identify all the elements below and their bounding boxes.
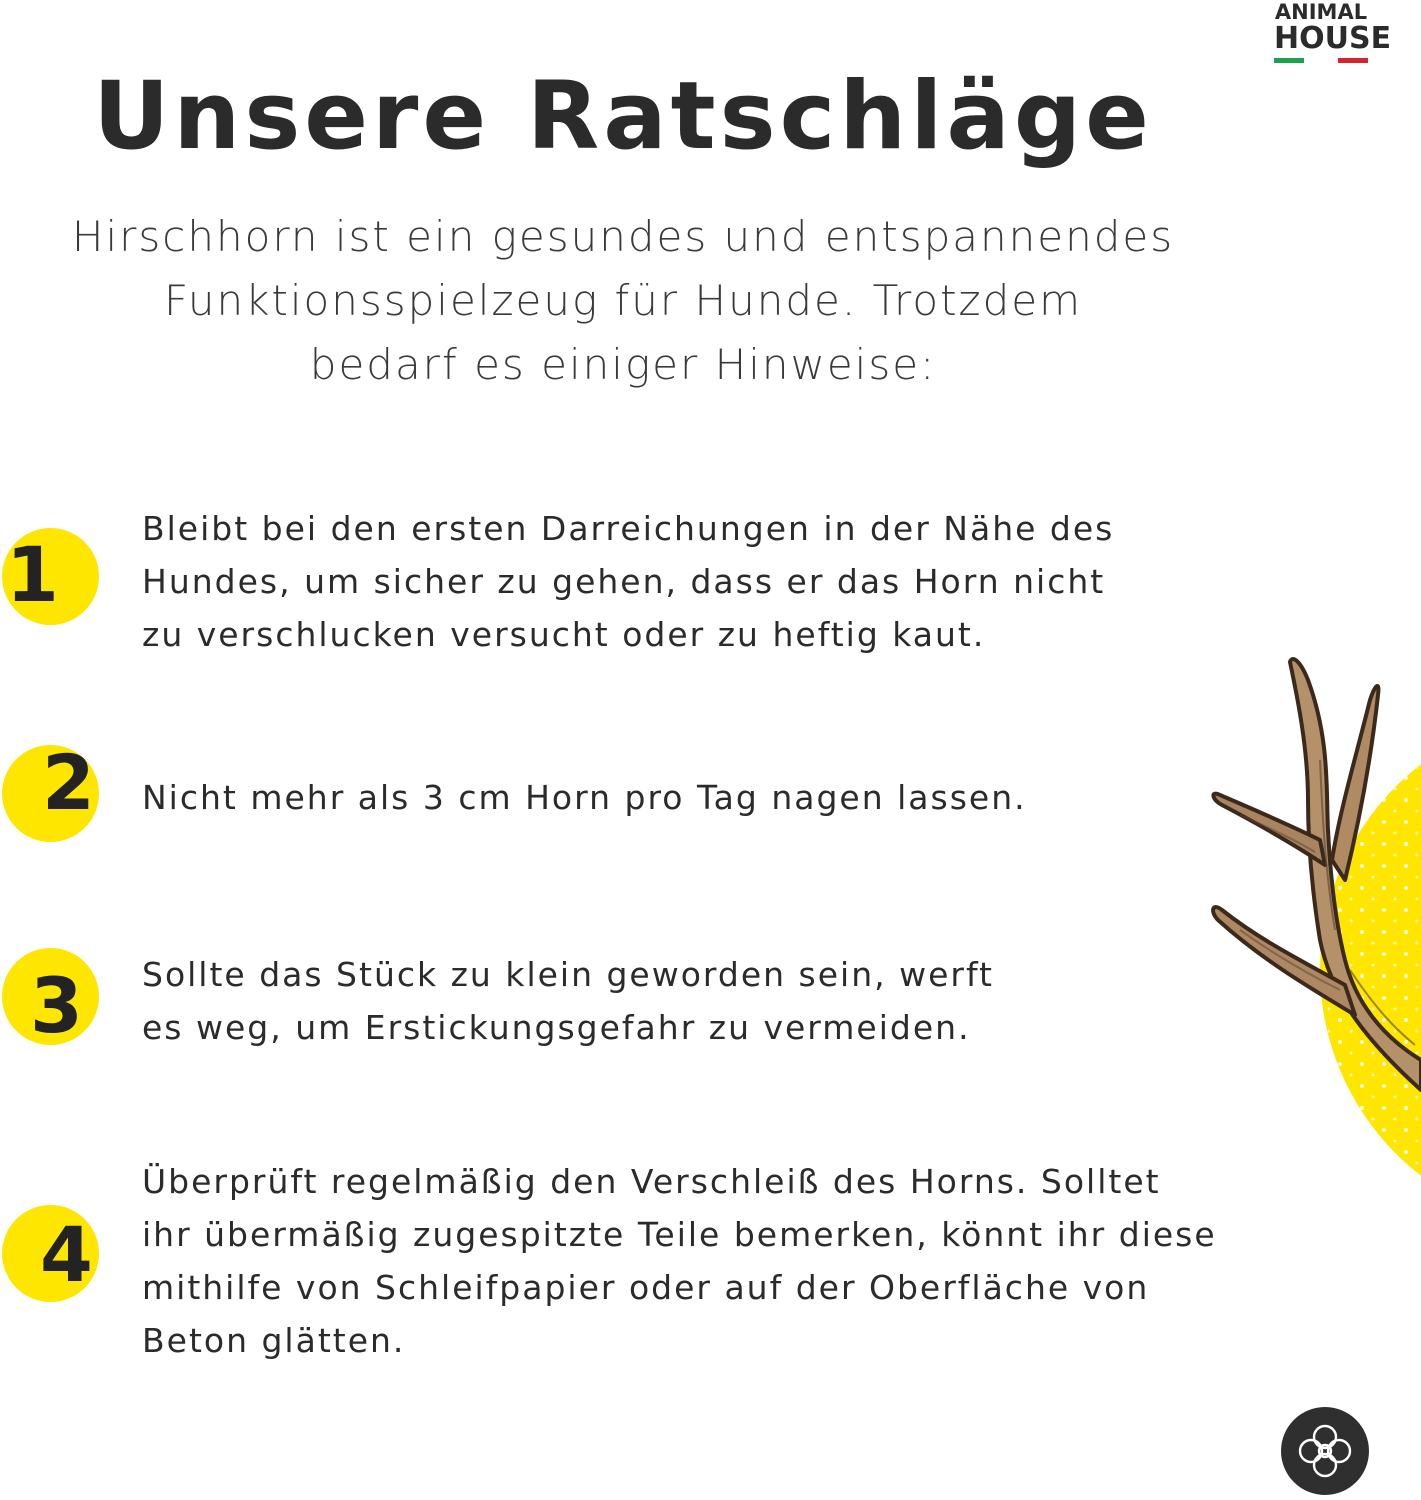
tip-text [142,1155,1217,1367]
flag-red [1338,58,1368,63]
logo-line-animal: ANIMAL [1274,0,1368,24]
tip-text [142,771,1027,824]
intro-line: bedarf es einiger Hinweise: [309,340,937,389]
tip-line: Sollte das Stück zu klein geworden sein, werft [142,955,994,994]
brand-logo [1274,0,1392,63]
tip-number: 2 [42,738,93,827]
flag-green [1274,58,1304,63]
tip-line: zu verschlucken versucht oder zu heftig kaut. [142,615,986,654]
antler-illustration [1180,640,1421,1180]
tip-number: 3 [30,961,81,1050]
tip-line: Beton glätten. [142,1321,406,1360]
tip-text [142,948,994,1054]
tip-number: 4 [40,1210,91,1299]
tip-line: Überprüft regelmäßig den Verschleiß des Horns. Solltet [142,1162,1161,1201]
tip-text [142,502,1114,661]
tip-number: 1 [6,530,57,619]
tip-line: Hundes, um sicher zu gehen, dass er das Horn nicht [142,562,1106,601]
tip-line: es weg, um Erstickungsgefahr zu vermeiden. [142,1008,971,1047]
tip-line: mithilfe von Schleifpapier oder auf der Oberfläche von [142,1268,1150,1307]
page-title: Unsere Ratschläge [93,62,1153,171]
intro-text [0,205,1246,397]
brand-emblem-icon [1281,1407,1369,1495]
italian-flag-stripes [1274,58,1368,63]
logo-line-house: HOUSE [1274,21,1392,56]
brand-emblem [1281,1407,1369,1495]
tip-line: Nicht mehr als 3 cm Horn pro Tag nagen lassen. [142,778,1027,817]
intro-line: Hirschhorn ist ein gesundes und entspannendes [71,212,1175,261]
tip-line: ihr übermäßig zugespitzte Teile bemerken, könnt ihr diese [142,1215,1217,1254]
tip-line: Bleibt bei den ersten Darreichungen in der Nähe des [142,509,1115,548]
intro-line: Funktionsspielzeug für Hunde. Trotzdem [163,276,1083,325]
